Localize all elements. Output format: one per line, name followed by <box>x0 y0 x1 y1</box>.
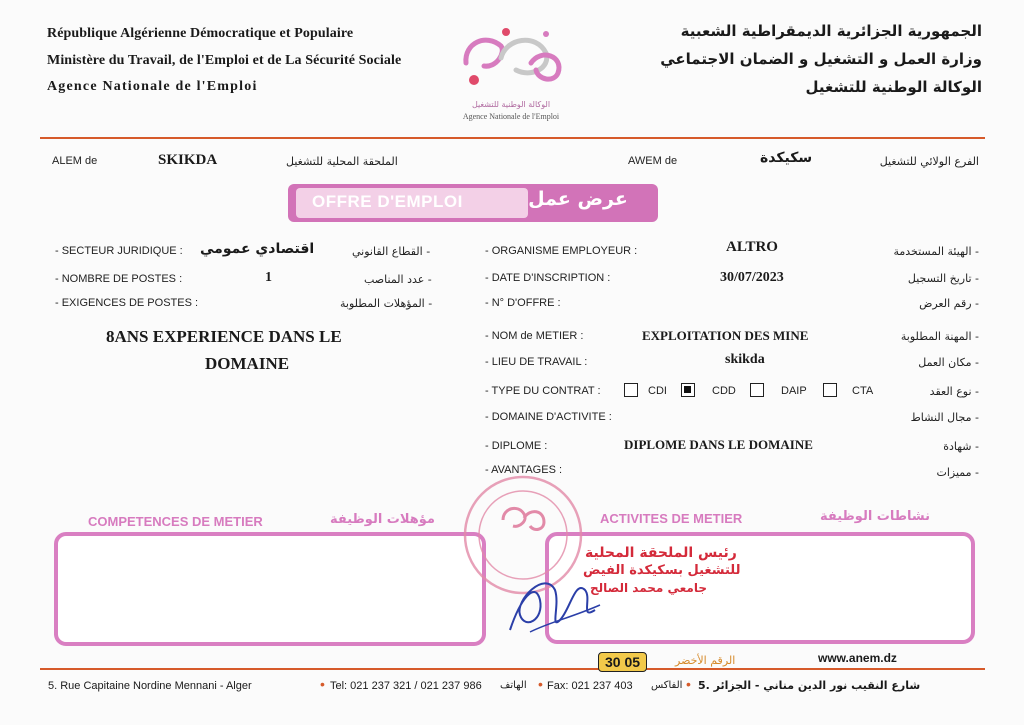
header-fr-line2: Ministère du Travail, de l'Emploi et de La Sécurité Sociale <box>47 53 402 68</box>
diplome-label: - DIPLOME : <box>485 440 548 452</box>
alem-label-ar: الملحقة المحلية للتشغيل <box>286 155 398 168</box>
header-ar-line2: وزارة العمل و التشغيل و الضمان الاجتماعي <box>660 50 982 68</box>
banner-ar: عرض عمل <box>528 188 628 210</box>
offre-num-label: - N° D'OFFRE : <box>485 297 561 309</box>
contrat-label-ar: - نوع العقد <box>929 385 979 398</box>
secteur-label: - SECTEUR JURIDIQUE : <box>55 245 183 257</box>
header-rule <box>40 137 985 139</box>
cta-checkbox[interactable] <box>823 383 837 397</box>
tel-label-ar: الهاتف <box>500 680 527 691</box>
metier-value: EXPLOITATION DES MINE <box>642 328 809 343</box>
anem-logo <box>446 18 576 126</box>
signature-icon <box>500 560 610 640</box>
lieu-value: skikda <box>725 352 765 367</box>
competences-header: COMPETENCES DE METIER <box>88 514 263 529</box>
lieu-label-ar: - مكان العمل <box>918 356 979 369</box>
header-ar-line3: الوكالة الوطنية للتشغيل <box>805 78 982 96</box>
avantages-label-ar: - مميزات <box>936 466 979 479</box>
employeur-label: - ORGANISME EMPLOYEUR : <box>485 245 638 257</box>
logo-ar-text: الوكالة الوطنية للتشغيل <box>471 100 551 109</box>
secteur-value: اقتصادي عمومي <box>200 241 315 257</box>
tel: Tel: 021 237 321 / 021 237 986 <box>330 680 482 692</box>
inscription-label: - DATE D'INSCRIPTION : <box>485 272 611 284</box>
offer-banner <box>288 184 658 222</box>
competences-box <box>54 532 486 646</box>
diplome-value: DIPLOME DANS LE DOMAINE <box>624 437 813 452</box>
fax-label-ar: الفاكس <box>651 680 683 691</box>
exigences-text-1: 8ANS EXPERIENCE DANS LE <box>106 327 342 346</box>
cdd-label: CDD <box>712 385 736 397</box>
alem-value: SKIKDA <box>158 152 218 168</box>
footer-rule <box>40 668 985 670</box>
domaine-label-ar: - مجال النشاط <box>910 411 979 424</box>
anem-logo-icon <box>446 18 576 98</box>
stamp-line2: للتشغيل بسكيكدة الفيض <box>583 563 741 578</box>
website[interactable]: www.anem.dz <box>818 651 897 665</box>
metier-label: - NOM de METIER : <box>485 330 584 342</box>
competences-header-ar: مؤهلات الوظيفة <box>330 512 435 527</box>
cdi-label: CDI <box>648 385 667 397</box>
inscription-label-ar: - تاريخ التسجيل <box>907 272 979 285</box>
diplome-label-ar: - شهادة <box>943 440 979 453</box>
banner-fr: OFFRE D'EMPLOI <box>312 192 463 211</box>
activites-header: ACTIVITES DE METIER <box>600 511 743 526</box>
address-ar: 5. شارع النقيب نور الدين مناني - الجزائر <box>698 679 921 692</box>
contrat-label: - TYPE DU CONTRAT : <box>485 385 601 397</box>
activites-header-ar: نشاطات الوظيفة <box>820 509 930 524</box>
stamp-line3: جامعي محمد الصالح <box>590 581 708 595</box>
header-fr-line1: République Algérienne Démocratique et Populaire <box>47 26 354 41</box>
green-number-label-ar: الرقم الأخضر <box>675 654 736 667</box>
employeur-label-ar: - الهيئة المستخدمة <box>893 245 979 258</box>
postes-value: 1 <box>265 270 272 285</box>
cdd-checkbox[interactable] <box>681 383 695 397</box>
daip-label: DAIP <box>781 385 807 397</box>
domaine-label: - DOMAINE D'ACTIVITE : <box>485 411 612 423</box>
address-fr: 5. Rue Capitaine Nordine Mennani - Alger <box>48 680 252 692</box>
metier-label-ar: - المهنة المطلوبة <box>900 330 979 343</box>
awem-label: AWEM de <box>628 155 678 167</box>
awem-label-ar: الفرع الولائي للتشغيل <box>879 155 979 168</box>
offre-num-label-ar: - رقم العرض <box>919 297 979 310</box>
postes-label: - NOMBRE DE POSTES : <box>55 273 183 285</box>
alem-label: ALEM de <box>52 155 98 167</box>
cdi-checkbox[interactable] <box>624 383 638 397</box>
exigences-text-2: DOMAINE <box>205 354 290 373</box>
daip-checkbox[interactable] <box>750 383 764 397</box>
header-fr-line3: Agence Nationale de l'Emploi <box>47 79 258 94</box>
secteur-label-ar: - القطاع القانوني <box>352 245 431 258</box>
fax: Fax: 021 237 403 <box>547 680 633 692</box>
employeur-value: ALTRO <box>726 239 778 255</box>
header-ar-line1: الجمهورية الجزائرية الديمقراطية الشعبية <box>680 22 982 40</box>
avantages-label: - AVANTAGES : <box>485 464 563 476</box>
exigences-label-ar: - المؤهلات المطلوبة <box>340 297 433 310</box>
exigences-label: - EXIGENCES DE POSTES : <box>55 297 199 309</box>
awem-value: سكيكدة <box>760 150 813 166</box>
green-number: 30 05 <box>598 652 647 672</box>
inscription-value: 30/07/2023 <box>720 270 784 285</box>
postes-label-ar: - عدد المناصب <box>364 273 432 286</box>
cta-label: CTA <box>852 385 874 397</box>
lieu-label: - LIEU DE TRAVAIL : <box>485 356 588 368</box>
stamp-line1: رئيس الملحقة المحلية <box>585 545 737 561</box>
logo-fr-text: Agence Nationale de l'Emploi <box>462 112 560 121</box>
